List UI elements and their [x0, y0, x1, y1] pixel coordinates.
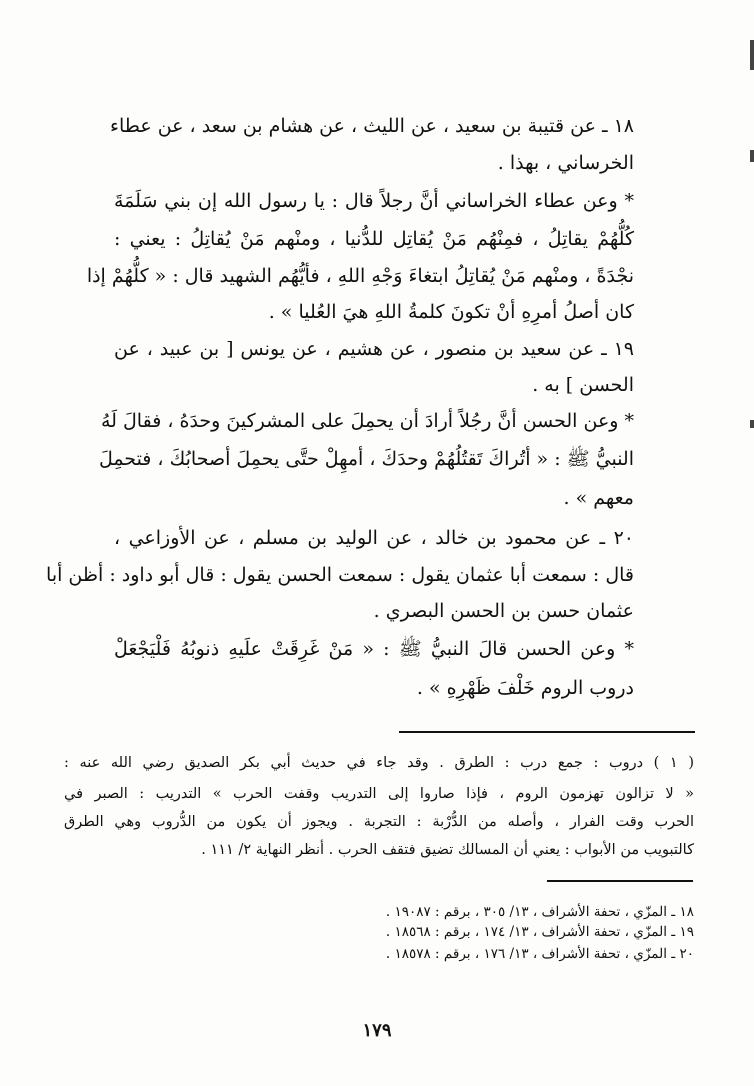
footnote-line-3: الحرب وقت الفرار ، وأصله من الدُّرْبة : التجربة . ويجوز أن يكون من الدُّروب وهي الطرق — [64, 814, 694, 830]
scan-edge-mark — [750, 40, 754, 70]
hadith-19-chain-line-1: ١٩ ـ عن سعيد بن منصور ، عن هشيم ، عن يونس [ بن عبيد ، عن — [114, 338, 634, 360]
hadith-18-text-line-2: كُلُّهُمْ يقاتِلُ ، فمِنْهُم مَنْ يُقاتِل للدُّنيا ، ومنْهم مَنْ يُقاتِلُ : يعني : — [114, 228, 634, 250]
source-line-18: ١٨ ـ المزّي ، تحفة الأشراف ، ١٣/ ٣٠٥ ، برقم : ١٩٠٨٧ . — [385, 904, 694, 920]
hadith-19-text-line-2: النبيُّ ﷺ : « أتُراكَ تَقتُلُهُمْ وحدَكَ ، أمهِلْ حتَّى يحمِلَ أصحابُكَ ، فتحمِلَ — [98, 448, 634, 470]
hadith-18-text-line-4: كان أصلُ أمرِهِ أنْ تكونَ كلمةُ اللهِ هيَ العُليا » . — [268, 301, 634, 323]
hadith-20-chain-line-1: ٢٠ ـ عن محمود بن خالد ، عن الوليد بن مسلم ، عن الأوزاعي ، — [114, 527, 634, 549]
scan-edge-mark — [750, 150, 754, 162]
footnote-line-1: ( ١ ) دروب : جمع درب : الطرق . وقد جاء في حديث أبي بكر الصديق رضي الله عنه : — [64, 755, 694, 771]
source-line-20: ٢٠ ـ المزّي ، تحفة الأشراف ، ١٣/ ١٧٦ ، برقم : ١٨٥٧٨ . — [385, 946, 694, 962]
footnote-line-2: « لا تزالون تهزمون الروم ، فإذا صاروا إلى التدريب وقفت الحرب » التدريب : الصبر في — [64, 786, 694, 802]
footnote-line-4: كالتبويب من الأبواب : يعني أن المسالك تضيق فتقف الحرب . أنظر النهاية ٢/ ١١١ . — [201, 842, 694, 858]
hadith-20-text-line-1: * وعن الحسن قالَ النبيُّ ﷺ : « مَنْ غَرِقَتْ علَيهِ ذنوبُهُ فَلْيَجْعَلْ — [114, 638, 634, 660]
source-line-19: ١٩ ـ المزّي ، تحفة الأشراف ، ١٣/ ١٧٤ ، برقم : ١٨٥٦٨ . — [385, 924, 694, 940]
page-number: ١٧٩ — [362, 1020, 392, 1041]
hadith-19-text-line-1: * وعن الحسن أنَّ رجُلاً أرادَ أن يحمِلَ على المشركينَ وحدَهُ ، فقالَ لَهُ — [100, 410, 634, 432]
footnote-divider — [399, 731, 695, 733]
sources-divider — [547, 880, 693, 882]
hadith-18-chain-line-1: ١٨ ـ عن قتيبة بن سعيد ، عن الليث ، عن هشام بن سعد ، عن عطاء — [110, 115, 634, 137]
hadith-20-chain-line-2: قال : سمعت أبا عثمان يقول : سمعت الحسن يقول : قال أبو داود : أظن أبا — [46, 564, 634, 586]
scan-edge-mark — [750, 420, 754, 428]
hadith-19-chain-line-2: الحسن ] به . — [532, 374, 634, 396]
hadith-20-text-line-2: دروب الروم خَلْفَ ظَهْرِهِ » . — [416, 677, 634, 699]
hadith-18-text-line-3: نجْدَةً ، ومنْهم مَنْ يُقاتِلُ ابتغاءَ وَجْهِ اللهِ ، فأيُّهُم الشهيد قال : « كلُّهُمْ إذا — [86, 265, 634, 287]
hadith-18-text-line-1: * وعن عطاء الخراساني أنَّ رجلاً قال : يا رسول الله إن بني سَلَمَةَ — [114, 190, 634, 212]
hadith-19-text-line-3: معهم » . — [563, 487, 634, 509]
hadith-20-chain-line-3: عثمان حسن بن الحسن البصري . — [373, 600, 634, 622]
hadith-18-chain-line-2: الخرساني ، بهذا . — [497, 152, 634, 174]
